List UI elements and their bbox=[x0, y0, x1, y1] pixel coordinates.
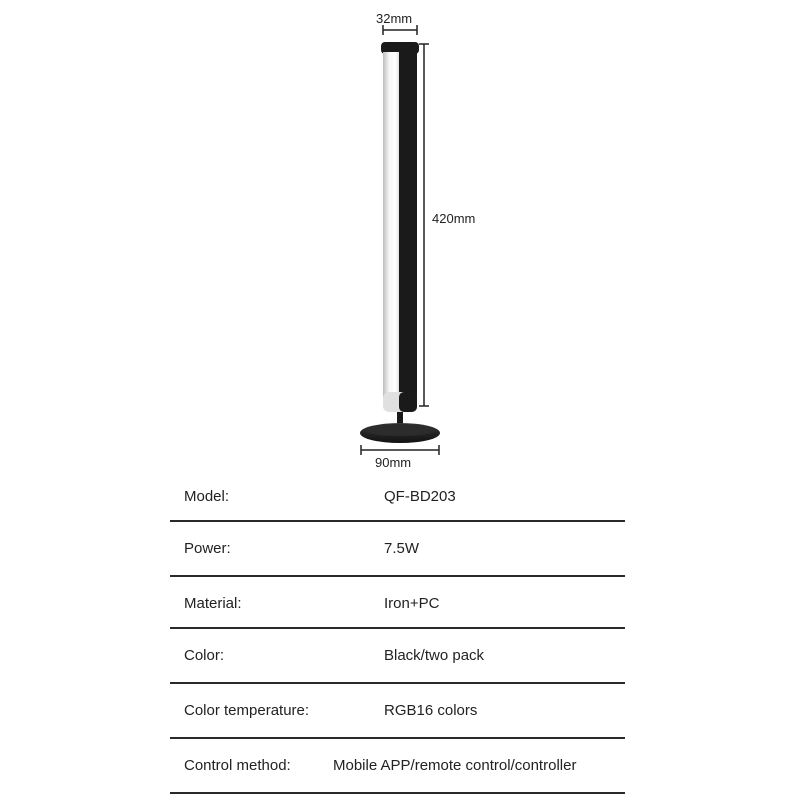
spec-key: Control method: bbox=[184, 757, 291, 774]
base-width-label: 90mm bbox=[375, 455, 412, 470]
base-dimension-line bbox=[361, 445, 439, 455]
spec-row-color-temperature bbox=[170, 684, 625, 739]
spec-key: Color temperature: bbox=[184, 702, 310, 719]
spec-key: Material: bbox=[184, 595, 242, 612]
spec-row-color bbox=[170, 629, 625, 684]
spec-key: Power: bbox=[184, 540, 231, 557]
height-dimension-line bbox=[419, 44, 429, 406]
spec-value: Mobile APP/remote control/controller bbox=[333, 757, 577, 774]
spec-value: Iron+PC bbox=[384, 595, 440, 612]
spec-table bbox=[170, 470, 625, 794]
height-label: 420mm bbox=[432, 211, 476, 226]
spec-value: 7.5W bbox=[384, 540, 420, 557]
width-top-label: 32mm bbox=[376, 11, 413, 26]
width-dimension-line bbox=[383, 25, 417, 35]
spec-row-control-method bbox=[170, 739, 625, 794]
spec-key: Color: bbox=[184, 647, 225, 664]
lamp-base bbox=[360, 423, 440, 443]
spec-row-material bbox=[170, 577, 625, 629]
spec-value: Black/two pack bbox=[384, 647, 485, 664]
light-bar bbox=[381, 42, 419, 430]
spec-row-model bbox=[170, 470, 625, 522]
spec-key: Model: bbox=[184, 488, 230, 505]
spec-value: RGB16 colors bbox=[384, 702, 478, 719]
spec-row-power bbox=[170, 522, 625, 577]
spec-value: QF-BD203 bbox=[384, 488, 456, 505]
